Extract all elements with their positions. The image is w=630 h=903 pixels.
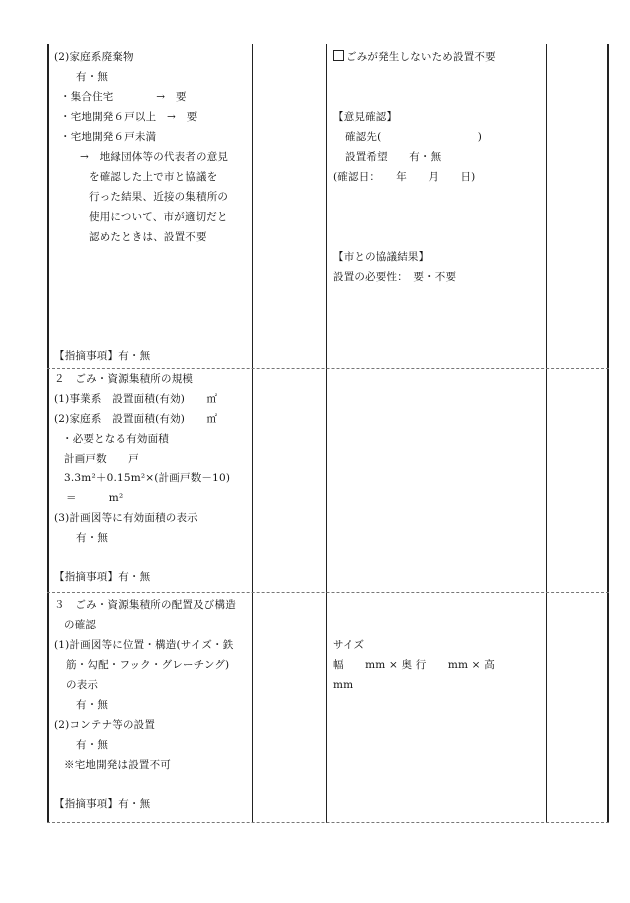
section3-item1b: 筋・勾配・フック・グレーチング) [66,659,230,671]
section2-formula: 3.3m²＋0.15m²×(計画戸数－10) [64,472,231,484]
section3-item2: (2)コンテナ等の設置 [54,719,156,731]
section2-household: (2)家庭系 設置面積(有効) ㎡ [54,413,218,425]
checkbox-icon[interactable] [333,50,344,61]
section3-yesno-1: 有・無 [76,699,109,711]
row-divider-bottom [47,822,609,823]
install-necessity: 設置の必要性： 要・不要 [333,271,457,283]
section2-display: (3)計画図等に有効面積の表示 [54,512,198,524]
opinion-title: 【意見確認】 [333,111,398,123]
section2-planned-units: 計画戸数 戸 [64,453,139,465]
table-left-border [47,44,49,823]
size-line-2: mm [333,679,354,691]
size-label: サイズ [333,639,365,651]
column-divider-1 [252,44,253,823]
row-divider-2 [47,592,609,593]
section1-collective: ・集合住宅 → 要 [60,91,187,103]
section1-yesno: 有・無 [76,71,109,83]
section1-condition-3: 行った結果、近接の集積所の [89,191,229,203]
section1-condition-2: を確認した上で市と協議を [89,171,218,183]
section3-note: 【指摘事項】有・無 [54,798,151,810]
consult-title: 【市との協議結果】 [333,251,430,263]
section1-note: 【指摘事項】有・無 [54,350,151,362]
column-divider-3 [546,44,547,823]
no-waste-checkbox-label: ごみが発生しないため設置不要 [346,51,496,63]
section1-condition-1: → 地縁団体等の代表者の意見 [80,151,229,163]
install-desire: 設置希望 有・無 [345,151,442,163]
section3-caution: ※宅地開発は設置不可 [64,759,171,771]
section2-yesno: 有・無 [76,532,109,544]
section2-required-area: ・必要となる有効面積 [62,433,169,445]
section1-heading: (2)家庭系廃棄物 [54,51,134,63]
section2-note: 【指摘事項】有・無 [54,571,151,583]
section1-dev6plus: ・宅地開発６戸以上 → 要 [60,111,198,123]
confirm-date: (確認日： 年 月 日) [333,171,476,183]
confirm-to: 確認先( ) [345,131,482,143]
section2-heading: ２ ごみ・資源集積所の規模 [54,373,194,385]
section1-condition-5: 認めたときは、設置不要 [89,231,207,243]
section3-heading-1: ３ ごみ・資源集積所の配置及び構造 [54,599,236,611]
section2-equals: ＝ m² [66,492,124,504]
section1-dev6minus: ・宅地開発６戸未満 [60,131,157,143]
size-line-1: 幅 mm × 奥 行 mm × 高 [333,659,495,671]
section3-item1c: の表示 [66,679,99,691]
column-divider-2 [326,44,327,823]
section3-heading-2: の確認 [64,619,97,631]
section3-yesno-2: 有・無 [76,739,109,751]
row-divider-1 [47,368,609,369]
section3-item1a: (1)計画図等に位置・構造(サイズ・鉄 [54,639,234,651]
section1-condition-4: 使用について、市が適切だと [89,211,228,223]
table-right-border [607,44,609,823]
section2-business: (1)事業系 設置面積(有効) ㎡ [54,393,218,405]
no-waste-checkbox-row[interactable] [333,50,496,64]
